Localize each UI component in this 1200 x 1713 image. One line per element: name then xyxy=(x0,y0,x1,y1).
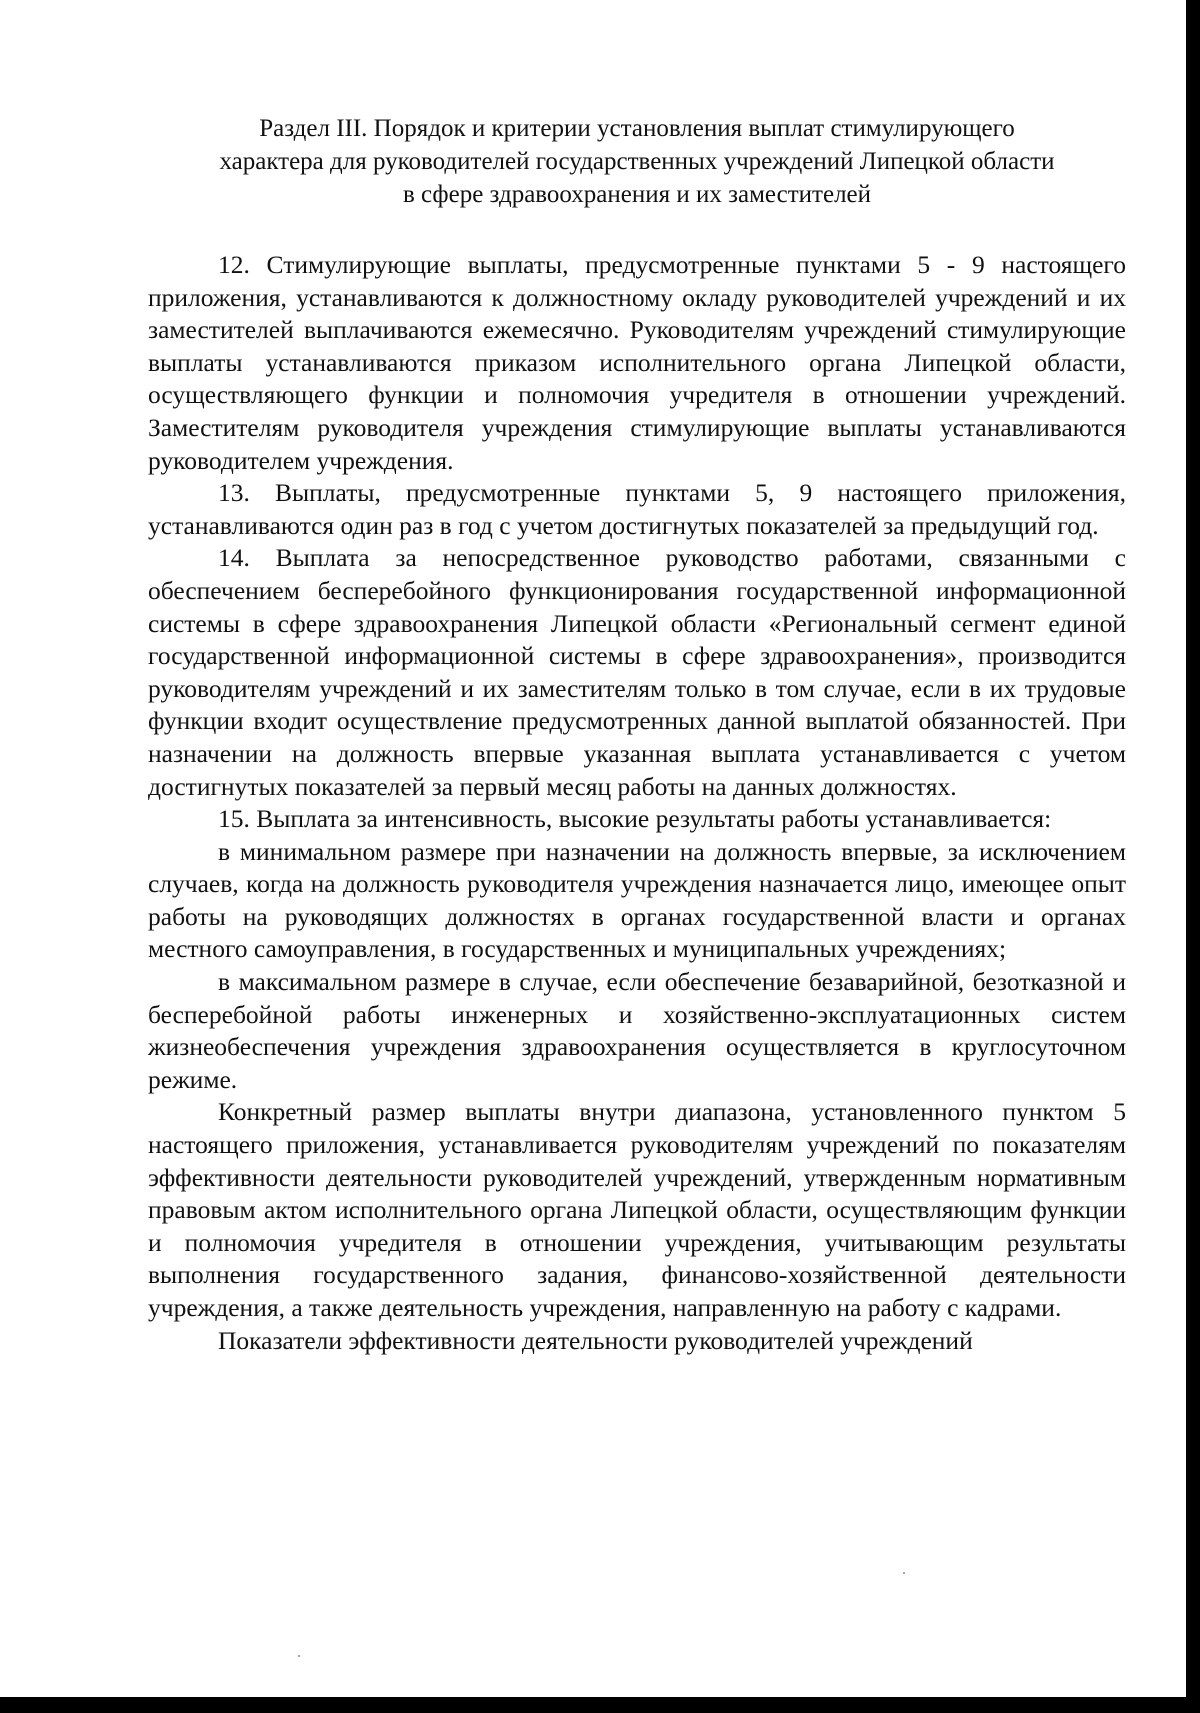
heading-line-3: в сфере здравоохранения и их заместителей xyxy=(402,181,872,208)
document-page xyxy=(148,112,1126,1357)
scan-border-right xyxy=(1186,0,1200,1713)
scan-border-bottom xyxy=(0,1697,1200,1713)
paragraph-12: 12. Стимулирующие выплаты, предусмотренные пунктами 5 - 9 настоящего приложения, устанавливаются к должностному окладу руководителей учреждений и их заместителей выплачиваются ежемесячно. Руководителям учреждений стимулирующие выплаты устанавливаются приказом исполнительного органа Липецкой области, осуществляющего функции и полномочия учредителя в отношении учреждений. Заместителям руководителя учреждения стимулирующие выплаты устанавливаются руководителем учреждения. xyxy=(148,250,1126,475)
paragraph-15: 15. Выплата за интенсивность, высокие результаты работы устанавливается: xyxy=(218,804,1052,834)
paragraph-14: 14. Выплата за непосредственное руководство работами, связанными с обеспечением бесперебойного функционирования государственной информационной системы в сфере здравоохранения Липецкой области «Региональный сегмент единой государственной информационной системы в сфере здравоохранения», производится руководителям учреждений и их заместителям только в том случае, если в их трудовые функции входит осуществление предусмотренных данной выплатой обязанностей. При назначении на должность впервые указанная выплата устанавливается с учетом достигнутых показателей за первый месяц работы на данных должностях. xyxy=(148,543,1126,801)
paragraph-specific-amount: Конкретный размер выплаты внутри диапазона, установленного пунктом 5 настоящего приложения, устанавливается руководителям учреждений по показателям эффективности деятельности руководителей учреждений, утвержденным нормативным правовым актом исполнительного органа Липецкой области, осуществляющим функции и полномочия учредителя в отношении учреждения, учитывающим результаты выполнения государственного задания, финансово-хозяйственной деятельности учреждения, а также деятельность учреждения, направленную на работу с кадрами. xyxy=(148,1097,1126,1322)
heading-line-2: характера для руководителей государственных учреждений Липецкой области xyxy=(219,148,1055,175)
scan-speck xyxy=(298,1655,300,1657)
scan-speck xyxy=(903,1572,905,1574)
paragraph-13: 13. Выплаты, предусмотренные пунктами 5, 9 настоящего приложения, устанавливаются один раз в год с учетом достигнутых показателей за предыдущий год. xyxy=(148,478,1126,540)
paragraph-indicators: Показатели эффективности деятельности руководителей учреждений xyxy=(218,1325,973,1355)
paragraph-15-maximum: в максимальном размере в случае, если обеспечение безаварийной, безотказной и бесперебойной работы инженерных и хозяйственно-эксплуатационных систем жизнеобеспечения учреждения здравоохранения осуществляется в круглосуточном режиме. xyxy=(148,967,1126,1094)
paragraph-15-minimum: в минимальном размере при назначении на должность впервые, за исключением случаев, когда на должность руководителя учреждения назначается лицо, имеющее опыт работы на руководящих должностях в органах государственной власти и органах местного самоуправления, в государственных и муниципальных учреждениях; xyxy=(148,836,1126,964)
section-heading xyxy=(148,112,1126,211)
heading-line-1: Раздел III. Порядок и критерии установления выплат стимулирующего xyxy=(259,115,1015,142)
